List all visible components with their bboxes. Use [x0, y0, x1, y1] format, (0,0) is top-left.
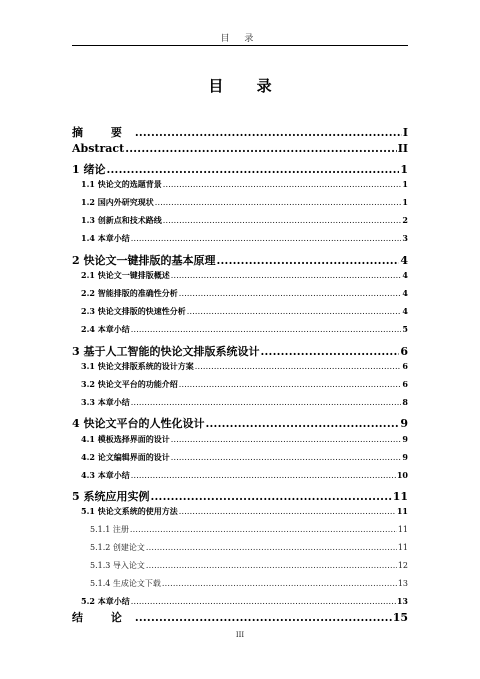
toc-entry-page: 12: [397, 561, 408, 570]
toc-entry[interactable]: [81, 397, 408, 411]
toc-entry-page: 5: [402, 324, 408, 334]
toc-entry-title: 3.2 快论文平台的功能介绍: [81, 379, 178, 389]
toc-entry[interactable]: [81, 452, 408, 466]
toc-entry[interactable]: [81, 324, 408, 338]
footer-page-number: III: [235, 631, 245, 639]
toc-entry-page: 6: [402, 379, 408, 389]
toc-leader-dots: [260, 345, 399, 358]
toc-entry[interactable]: [81, 233, 408, 247]
toc-entry[interactable]: [72, 609, 408, 623]
toc-entry-page: 11: [397, 525, 408, 534]
toc-leader-dots: [125, 142, 397, 155]
toc-entry[interactable]: [72, 343, 408, 357]
toc-entry-page: 9: [402, 434, 408, 444]
toc-entry-page: 4: [402, 306, 408, 316]
toc-entry-page: 9: [400, 417, 408, 430]
toc-leader-dots: [146, 543, 397, 552]
toc-entry[interactable]: [72, 252, 408, 266]
toc-leader-dots: [163, 216, 402, 225]
toc-entry-page: 4: [400, 254, 408, 267]
toc-entry[interactable]: [90, 524, 408, 538]
toc-entry-title: 2.4 本章小结: [81, 324, 130, 334]
toc-entry-page: I: [402, 126, 408, 139]
toc-entry[interactable]: [81, 288, 408, 302]
toc-entry-title: 1.1 快论文的选题背景: [81, 179, 162, 189]
toc-entry-title: 2.1 快论文一键排版概述: [81, 270, 170, 280]
toc-title: 目 录: [208, 77, 286, 95]
toc-entry-page: 2: [402, 215, 408, 225]
toc-entry[interactable]: [90, 542, 408, 556]
toc-entry-title: 5.1.2 创建论文: [90, 543, 145, 552]
toc-entry-title: 4.1 模板选择界面的设计: [81, 434, 170, 444]
toc-leader-dots: [155, 198, 402, 207]
running-header: 目 录: [220, 34, 260, 44]
toc-entry-title: 1.2 国内外研究现状: [81, 197, 154, 207]
toc-entry-page: 11: [396, 506, 408, 516]
toc-leader-dots: [131, 597, 396, 606]
toc-entry-title: 4 快论文平台的人性化设计: [72, 417, 205, 430]
toc-entry[interactable]: [81, 179, 408, 193]
toc-entry-title: 结 论: [72, 611, 134, 624]
toc-entry[interactable]: [90, 578, 408, 592]
toc-entry[interactable]: [81, 506, 408, 520]
toc-entry-page: 1: [402, 179, 408, 189]
toc-entry-page: 6: [400, 345, 408, 358]
toc-entry[interactable]: [90, 560, 408, 574]
toc-entry-title: 4.2 论文编辑界面的设计: [81, 452, 170, 462]
toc-entry[interactable]: [81, 306, 408, 320]
toc-leader-dots: [205, 417, 399, 430]
toc-entry-title: Abstract: [72, 142, 125, 155]
toc-leader-dots: [146, 561, 397, 570]
toc-leader-dots: [131, 398, 402, 407]
toc-entry[interactable]: [81, 434, 408, 448]
toc-entry-title: 摘 要: [72, 126, 134, 139]
toc-leader-dots: [187, 307, 402, 316]
toc-leader-dots: [171, 271, 402, 280]
toc-leader-dots: [150, 490, 391, 503]
toc-entry[interactable]: [81, 270, 408, 284]
toc-leader-dots: [135, 126, 402, 139]
toc-leader-dots: [179, 380, 402, 389]
toc-entry-title: 1.3 创新点和技术路线: [81, 215, 162, 225]
toc-entry[interactable]: [72, 124, 408, 138]
toc-entry[interactable]: [72, 415, 408, 429]
toc-leader-dots: [195, 362, 402, 371]
toc-entry-title: 2.3 快论文排版的快速性分析: [81, 306, 186, 316]
toc-leader-dots: [171, 435, 402, 444]
toc-leader-dots: [130, 525, 397, 534]
toc-entry[interactable]: [81, 596, 408, 610]
toc-entry[interactable]: [81, 215, 408, 229]
toc-entry-title: 3.3 本章小结: [81, 397, 130, 407]
toc-entry-title: 4.3 本章小结: [81, 470, 130, 480]
toc-entry-page: 9: [402, 452, 408, 462]
toc-entry-page: 13: [396, 596, 408, 606]
toc-entry-page: 8: [402, 397, 408, 407]
toc-entry-title: 2 快论文一键排版的基本原理: [72, 254, 216, 267]
toc-leader-dots: [171, 453, 402, 462]
toc-leader-dots: [163, 180, 402, 189]
toc-entry[interactable]: [81, 379, 408, 393]
toc-entry-page: 6: [402, 361, 408, 371]
toc-entry-page: 4: [402, 288, 408, 298]
toc-entry-page: 10: [396, 470, 408, 480]
toc-leader-dots: [131, 234, 402, 243]
toc-entry-title: 1.4 本章小结: [81, 233, 130, 243]
toc-entry[interactable]: [72, 161, 408, 175]
toc-entry[interactable]: [81, 470, 408, 484]
toc-leader-dots: [179, 507, 396, 516]
toc-entry-title: 5.1.3 导入论文: [90, 561, 145, 570]
toc-entry-page: 13: [397, 579, 408, 588]
toc-entry[interactable]: [72, 142, 408, 156]
toc-leader-dots: [106, 163, 399, 176]
toc-leader-dots: [216, 254, 399, 267]
toc-entry-page: 4: [402, 270, 408, 280]
toc-leader-dots: [162, 579, 397, 588]
toc-entry[interactable]: [72, 488, 408, 502]
toc-entry[interactable]: [81, 197, 408, 211]
toc-entry-page: 11: [392, 490, 408, 503]
toc-entry-page: 15: [392, 611, 408, 624]
toc-entry-title: 5.1.4 生成论文下载: [90, 579, 161, 588]
toc-entry-title: 3 基于人工智能的快论文排版系统设计: [72, 345, 260, 358]
toc-leader-dots: [179, 289, 402, 298]
toc-entry-title: 5.2 本章小结: [81, 596, 130, 606]
toc-entry-title: 5.1.1 注册: [90, 525, 129, 534]
toc-entry[interactable]: [81, 361, 408, 375]
toc-entry-page: 3: [402, 233, 408, 243]
toc-leader-dots: [131, 471, 396, 480]
toc-entry-page: 1: [402, 197, 408, 207]
toc-entry-page: 11: [397, 543, 408, 552]
toc-entry-page: 1: [400, 163, 408, 176]
toc-entry-title: 1 绪论: [72, 163, 106, 176]
toc-leader-dots: [131, 325, 402, 334]
toc-entry-title: 5 系统应用实例: [72, 490, 150, 503]
toc-entry-title: 5.1 快论文系统的使用方法: [81, 506, 178, 516]
toc-entry-title: 3.1 快论文排版系统的设计方案: [81, 361, 194, 371]
toc-entry-page: II: [397, 142, 408, 155]
toc-entry-title: 2.2 智能排版的准确性分析: [81, 288, 178, 298]
toc-leader-dots: [135, 611, 392, 624]
